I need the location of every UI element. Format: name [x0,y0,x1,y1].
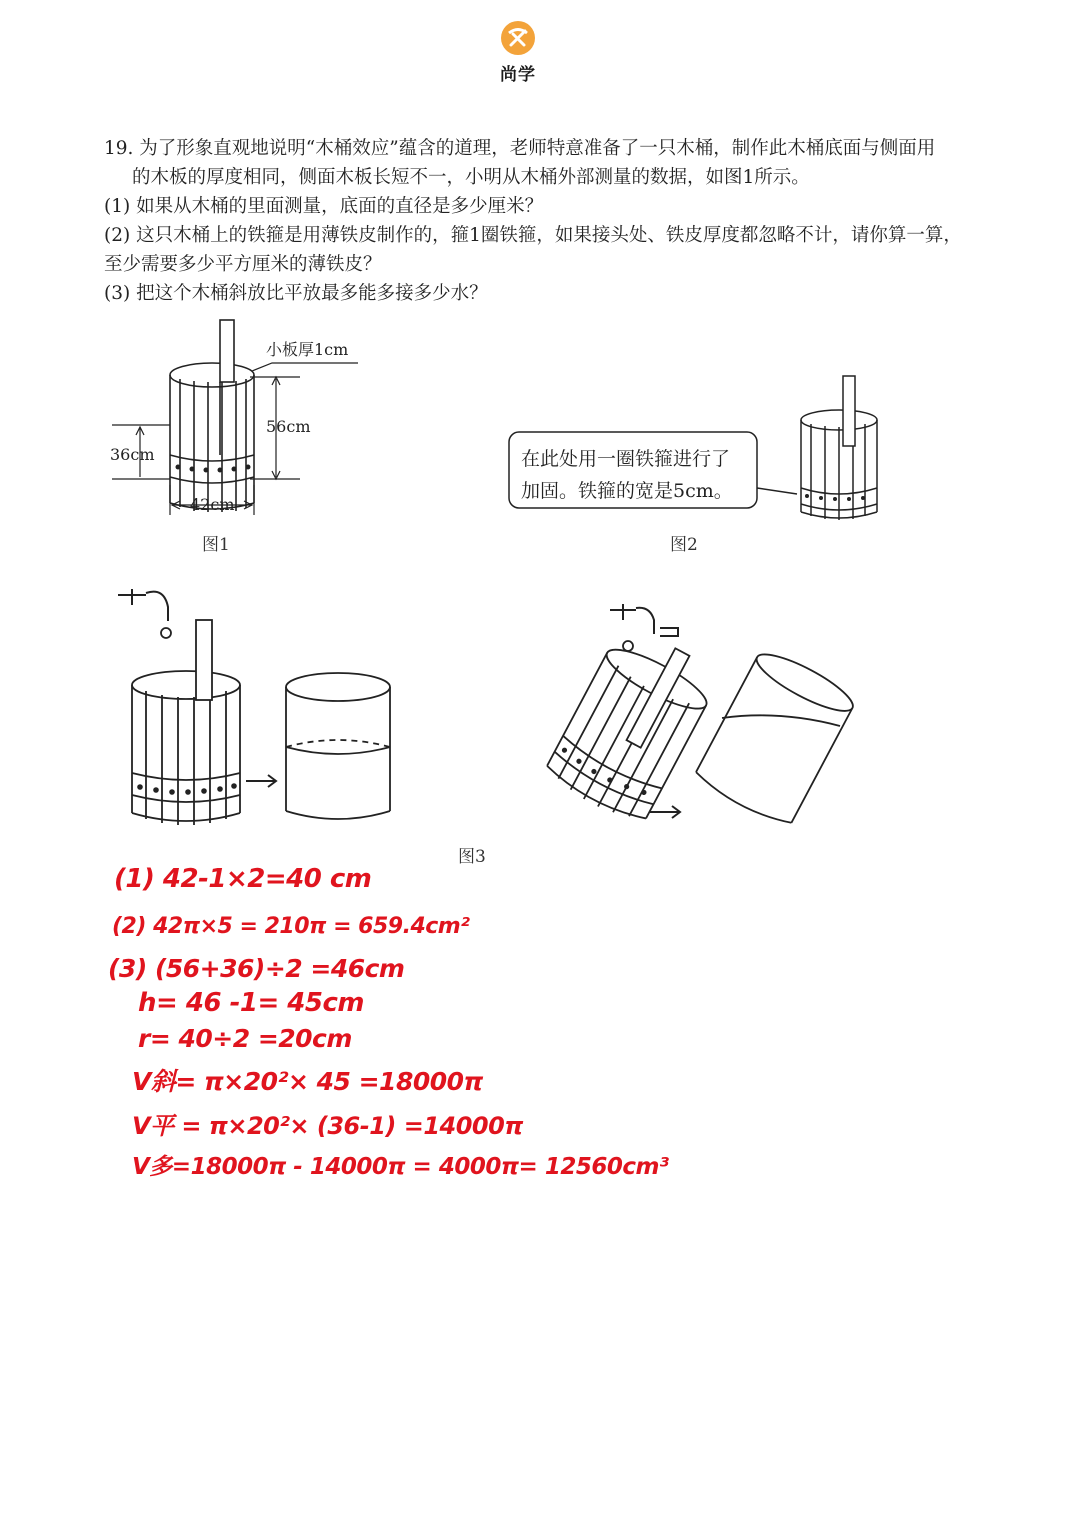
figure-1-label: 图1 [202,535,230,555]
question-line: 的木板的厚度相同，侧面木板长短不一，小明从木桶外部测量的数据，如图1所示。 [132,167,810,188]
answer-line: V斜= π×20²× 45 =18000π [132,1067,483,1096]
question-line: 19. 为了形象直观地说明“木桶效应”蕴含的道理，老师特意准备了一只木桶，制作此木桶底面与侧面用 [104,138,936,159]
fig1-height-long-label: 56cm [266,417,311,436]
logo-icon [498,18,538,58]
arrow-icon [650,806,680,818]
figure-2-callout-diagram [505,370,895,530]
fig2-callout-line-1: 在此处用一圈铁箍进行了 [521,448,731,470]
brand-logo [490,18,546,85]
figure-3-tilted-diagram [510,598,870,838]
fig1-thickness-label: 小板厚1cm [266,340,349,359]
water-drop-icon [623,641,633,651]
brand-name: 尚学 [500,65,536,85]
figure-3-upright-diagram [108,575,408,835]
question-block [104,134,1004,308]
answer-line: r= 40÷2 =20cm [138,1024,352,1053]
fig1-diameter-label: 42cm [190,495,235,514]
answer-line: V平 = π×20²× (36-1) =14000π [132,1112,523,1140]
fig2-callout-line-2: 加固。铁箍的宽是5cm。 [521,480,733,502]
figure-2-label: 图2 [670,535,698,555]
water-drop-icon [161,628,171,638]
question-part-1: (1) 如果从木桶的里面测量，底面的直径是多少厘米？ [104,196,544,217]
question-part-2: (2) 这只木桶上的铁箍是用薄铁皮制作的，箍1圈铁箍，如果接头处、铁皮厚度都忽略不计，请你算一算， [104,225,962,246]
figure-3-label: 图3 [458,847,486,867]
answer-line: (3) (56+36)÷2 =46cm [108,954,405,983]
answer-line: (2) 42π×5 = 210π = 659.4cm² [112,914,470,939]
question-part-3: (3) 把这个木桶斜放比平放最多能多接多少水？ [104,283,488,304]
answer-line: V多=18000π - 14000π = 4000π= 12560cm³ [132,1154,669,1180]
figure-1-barrel-diagram [100,315,380,525]
answer-line: (1) 42-1×2=40 cm [114,864,372,894]
arrow-icon [246,775,276,787]
answer-line: h= 46 -1= 45cm [138,988,364,1018]
fig1-height-short-label: 36cm [110,445,155,464]
question-line: 至少需要多少平方厘米的薄铁皮？ [104,254,382,275]
